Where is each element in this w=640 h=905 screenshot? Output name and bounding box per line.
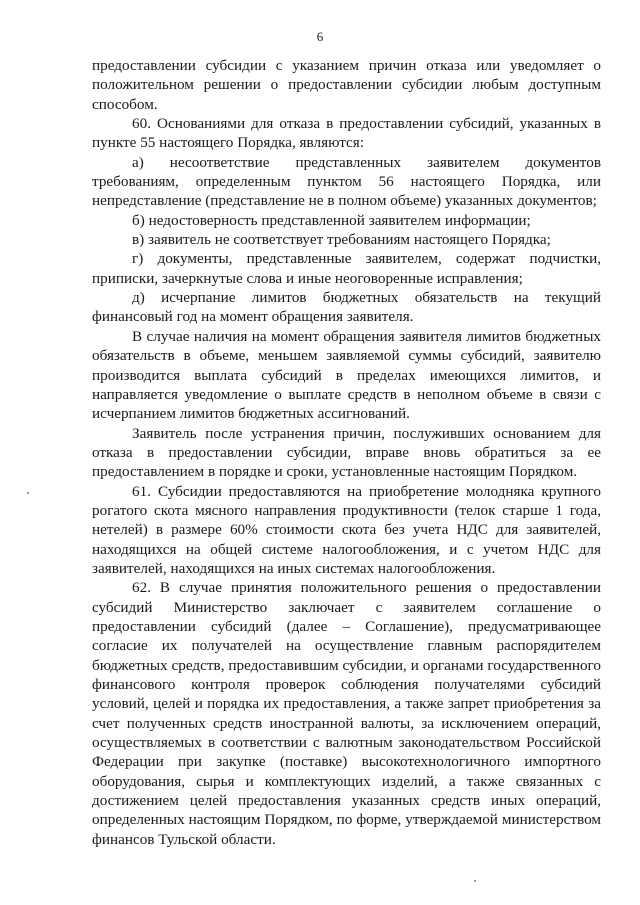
paragraph-60-v: в) заявитель не соответствует требованиям настоящего Порядка;	[132, 231, 551, 249]
paragraph-60-d: д) исчерпание лимитов бюджетных обязательств на текущий финансовый год на момент обращения заявителя.	[92, 289, 601, 326]
paragraph-continuation: предоставлении субсидии с указанием причин отказа или уведомляет о положительном решении о предоставлении субсидии любым доступным способом.	[92, 57, 601, 113]
paragraph-62: 62. В случае принятия положительного решения о предоставлении субсидий Министерство заключает с заявителем соглашение о предоставлении субсидий (далее – Соглашение), предусматривающее согласие их получателей на осуществление главным распорядителем бюджетных средств, предоставившим субсидии, и органами государственного финансового контроля проверок соблюдения получателями субсидий условий, целей и порядка их предоставления, а также запрет приобретения за счет полученных средств иностранной валюты, за исключением операций, осуществляемых в соответствии с валютным законодательством Российской Федерации при закупке (поставке) высокотехнологичного импортного оборудования, сырья и комплектующих изделий, а также связанных с достижением целей предоставления указанных средств иных операций, определенных настоящим Порядком, по форме, утверждаемой министерством финансов Тульской области.	[92, 579, 601, 848]
paragraph-60-b: б) недостоверность представленной заявителем информации;	[132, 211, 531, 229]
page-number: 6	[316, 29, 324, 44]
paragraph-limits: В случае наличия на момент обращения заявителя лимитов бюджетных обязательств в объеме, меньшем заявляемой суммы субсидий, заявителю производится выплата субсидий в пределах имеющихся лимитов, и направляется уведомление о выплате средств в неполном объеме в связи с исчерпанием лимитов бюджетных ассигнований.	[92, 327, 601, 423]
paragraph-60-g: г) документы, представленные заявителем, содержат подчистки, приписки, зачеркнутые слова и иные неоговоренные исправления;	[92, 250, 601, 287]
paragraph-60-a: а) несоответствие представленных заявителем документов требованиям, определенным пунктом 56 настоящего Порядка, или непредставление (представление не в полном объеме) указанных документов;	[92, 153, 601, 210]
paragraph-61: 61. Субсидии предоставляются на приобретение молодняка крупного рогатого скота мясного направления продуктивности (телок старше 1 года, нетелей) в размере 60% стоимости скота без учета НДС для заявителей, находящихся на общей системе налогообложения, и с учетом НДС для заявителей, находящихся на иных системах налогообложения.	[92, 482, 601, 577]
paragraph-reapply: Заявитель после устранения причин, послуживших основанием для отказа в предоставлении субсидии, вправе вновь обратиться за ее предоставлением в порядке и сроки, установленные настоящим Порядком.	[92, 424, 601, 481]
document-body	[92, 56, 601, 849]
paragraph-60: 60. Основаниями для отказа в предоставлении субсидий, указанных в пункте 55 настоящего Порядка, являются:	[92, 115, 601, 152]
